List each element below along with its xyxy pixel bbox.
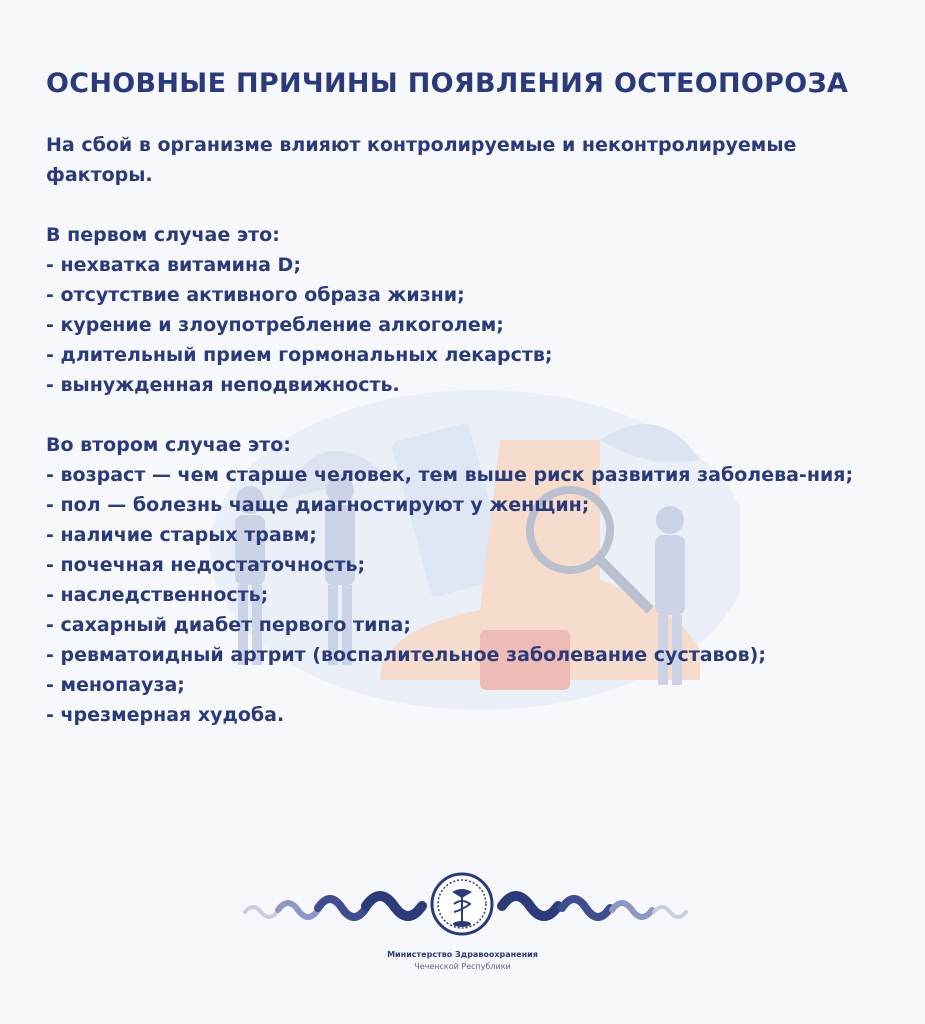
list-item: - вынужденная неподвижность. xyxy=(46,370,886,400)
ministry-emblem-icon xyxy=(432,874,492,934)
ministry-region: Чеченской Республики xyxy=(414,962,511,971)
list-item: - наследственность; xyxy=(46,580,886,610)
list-item: - нехватка витамина D; xyxy=(46,250,886,280)
list-item: - длительный прием гормональных лекарств; xyxy=(46,340,886,370)
swirl-ornament-right-icon xyxy=(502,896,686,917)
list-item: - менопауза; xyxy=(46,670,886,700)
list-item: - отсутствие активного образа жизни; xyxy=(46,280,886,310)
first-case-heading: В первом случае это: xyxy=(46,224,280,246)
page-title: ОСНОВНЫЕ ПРИЧИНЫ ПОЯВЛЕНИЯ ОСТЕОПОРОЗА xyxy=(46,68,849,99)
list-item: - ревматоидный артрит (воспалительное заболевание суставов); xyxy=(46,640,886,670)
list-item: - чрезмерная худоба. xyxy=(46,700,886,730)
second-case-list xyxy=(46,460,886,730)
swirl-ornament-left-icon xyxy=(245,896,422,917)
list-item: - пол — болезнь чаще диагностируют у женщин; xyxy=(46,490,886,520)
intro-text: На сбой в организме влияют контролируемые и неконтролируемые факторы. xyxy=(46,134,797,186)
list-item: - наличие старых травм; xyxy=(46,520,886,550)
ministry-name: Министерство Здравоохранения xyxy=(387,950,538,959)
list-item: - возраст — чем старше человек, тем выше риск развития заболева-ния; xyxy=(46,460,886,490)
footer-ornament xyxy=(0,868,925,948)
content xyxy=(46,130,886,730)
list-item: - почечная недостаточность; xyxy=(46,550,886,580)
second-case-heading: Во втором случае это: xyxy=(46,434,291,456)
first-case-list xyxy=(46,250,886,400)
list-item: - курение и злоупотребление алкоголем; xyxy=(46,310,886,340)
list-item: - сахарный диабет первого типа; xyxy=(46,610,886,640)
